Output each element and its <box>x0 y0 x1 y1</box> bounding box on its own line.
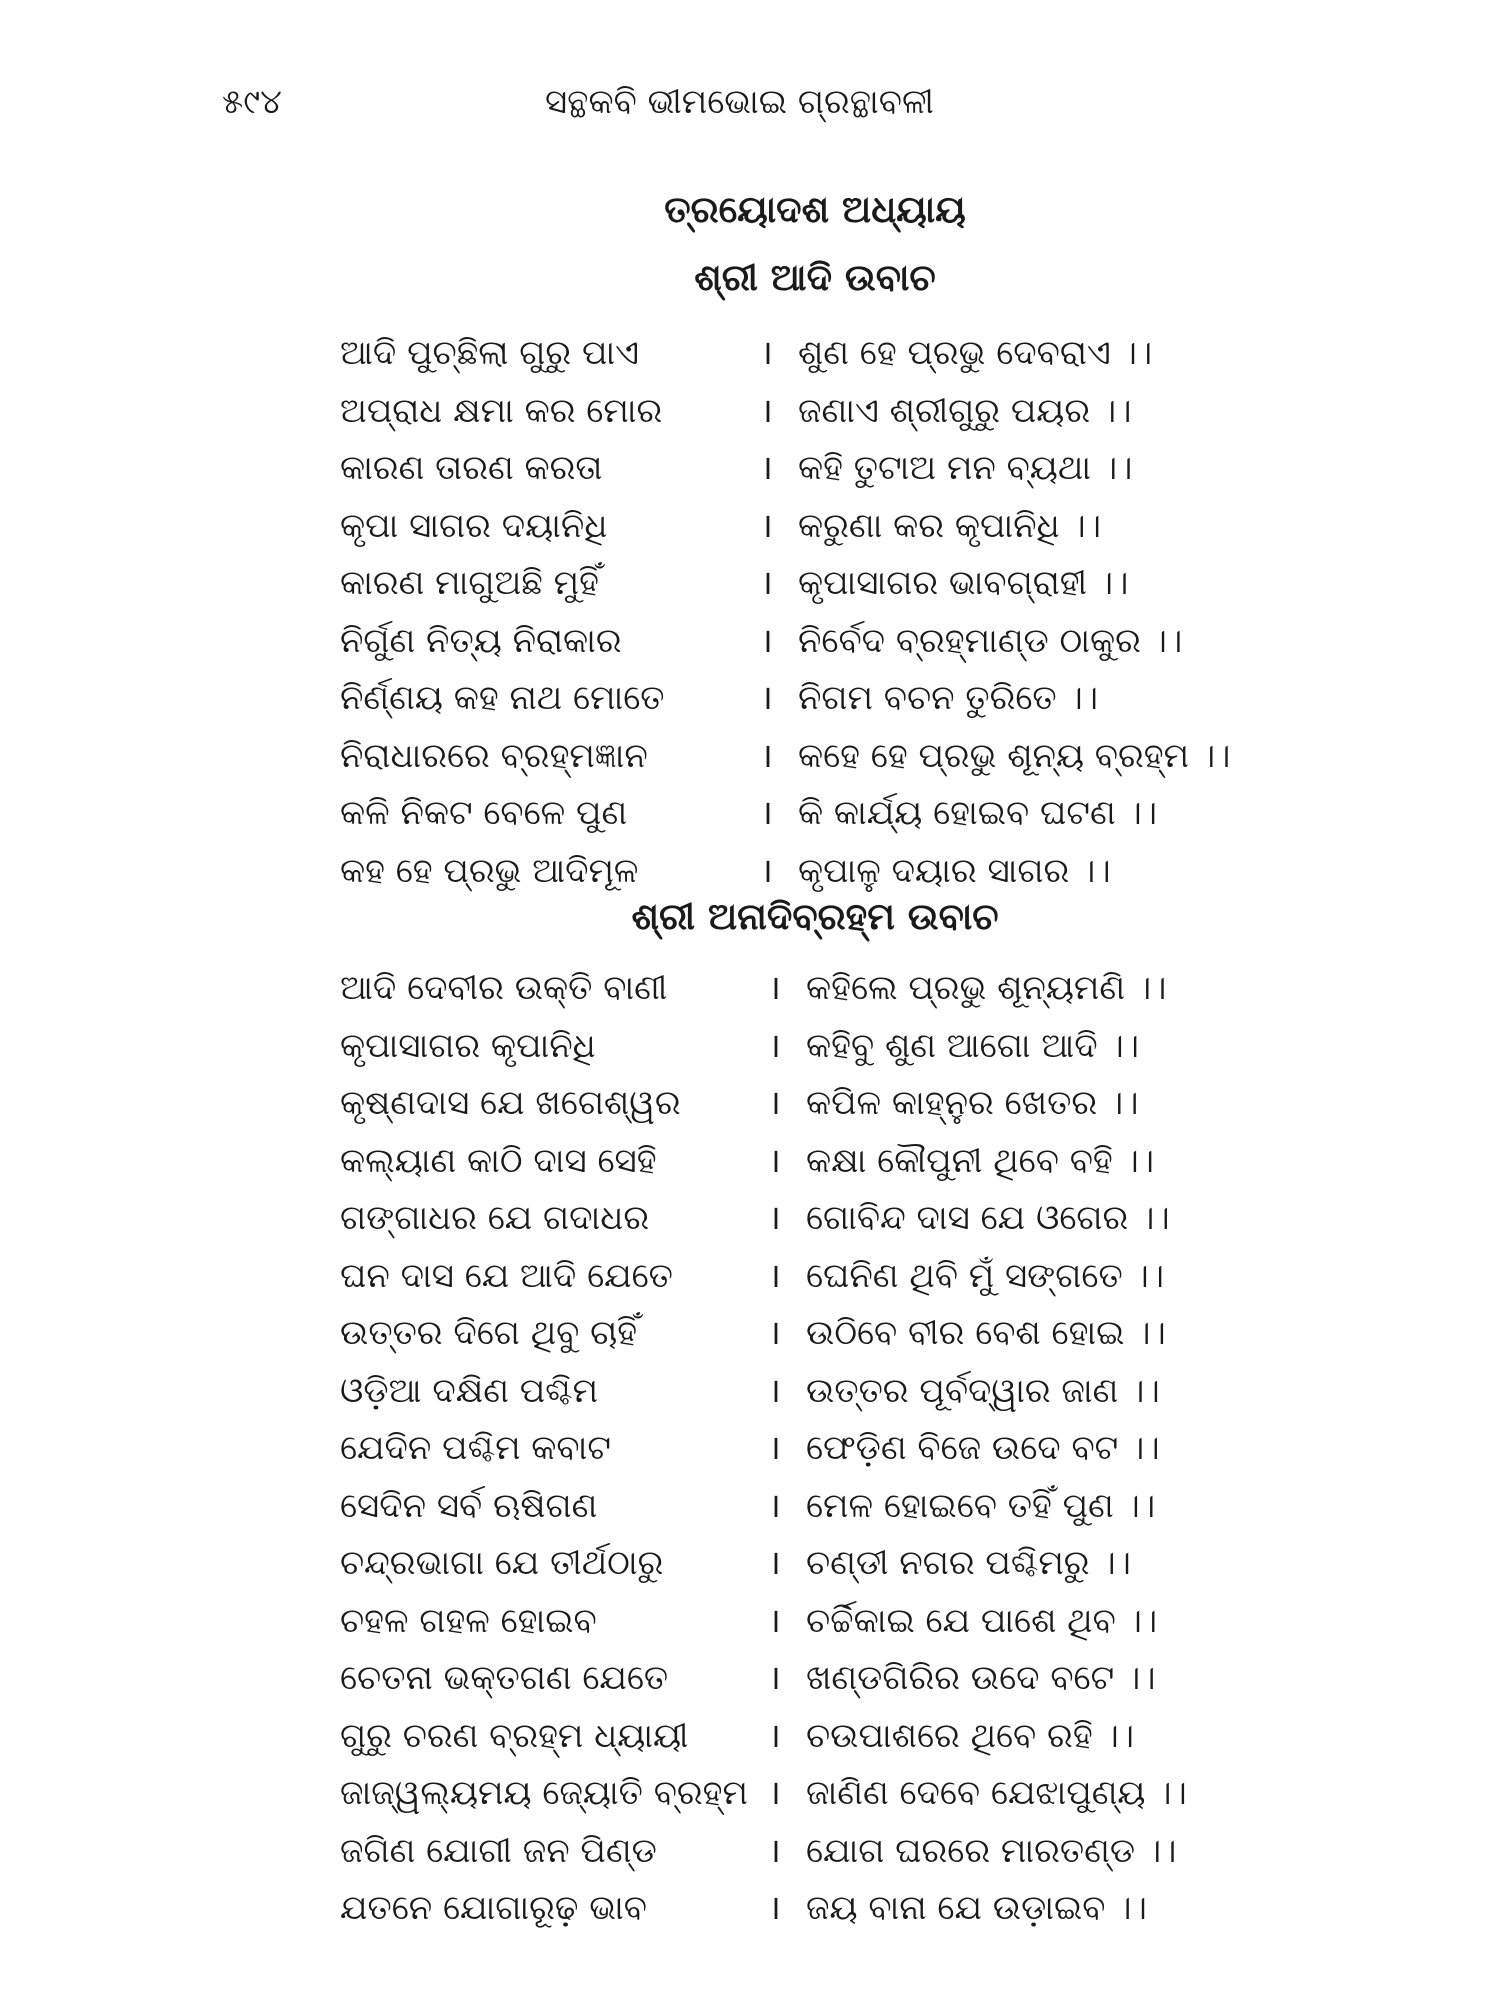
verse-separator: । <box>760 563 773 603</box>
speaker-heading: ଶ୍ରୀ ଆଦି ଉବାଚ <box>694 256 936 299</box>
verse-second-half: କହି ତୁଟାଅ ମନ ବ୍ୟଥା ।। <box>798 448 1133 488</box>
verse-first-half: କୃଷ୍ଣଦାସ ଯେ ଖଗେଶ୍ୱର <box>340 1083 681 1123</box>
verse-first-half: ନିର୍ଗୁଣ ନିତ୍ୟ ନିରାକାର <box>340 620 622 661</box>
verse-first-half: ନିର୍ଣ୍ଣୟ କହ ନାଥ ମୋତେ <box>340 678 665 718</box>
verse-first-half: ଘନ ଦାସ ଯେ ଆଦି ଯେତେ <box>340 1255 673 1296</box>
verse-first-half: ଯେଦିନ ପଶ୍ଚିମ କବାଟ <box>340 1428 611 1468</box>
speaker-heading: ଶ୍ରୀ ଅନାଦିବ୍ରହ୍ମ ଉବାଚ <box>631 895 999 938</box>
verse-separator: । <box>760 735 773 776</box>
verse-separator: । <box>768 1658 781 1698</box>
verse-first-half: ଅପ୍ରାଧ କ୍ଷମା କର ମୋର <box>340 390 663 431</box>
verse-second-half: କରୁଣା କର କୃପାନିଧି ।। <box>798 505 1102 546</box>
verse-first-half: ଜାଜ୍ୱଲ୍ୟମୟ ଜ୍ୟୋତି ବ୍ରହ୍ମ <box>340 1773 748 1813</box>
verse-separator: । <box>768 1083 781 1123</box>
verse-second-half: ନିର୍ବେଦ ବ୍ରହ୍ମାଣ୍ଡ ଠାକୁର ।। <box>798 620 1183 661</box>
verse-first-half: ଆଦି ଦେବୀର ଉକ୍ତି ବାଣୀ <box>340 968 668 1008</box>
verse-first-half: ଉତ୍ତର ଦିଗେ ଥିବୁ ଚାହିଁ <box>340 1313 638 1353</box>
verse-second-half: କି କାର୍ଯ୍ୟ ହୋଇବ ଘଟଣ ।। <box>798 793 1158 833</box>
verse-first-half: ଚହଳ ଗହଳ ହୋଇବ <box>340 1600 597 1641</box>
verse-separator: । <box>768 1600 781 1641</box>
verse-second-half: ଘେନିଣ ଥିବି ମୁଁ ସଙ୍ଗତେ ।। <box>806 1255 1165 1296</box>
verse-first-half: ଗଙ୍ଗାଧର ଯେ ଗଦାଧର <box>340 1198 650 1238</box>
verse-first-half: ଯତନେ ଯୋଗାରୂଢ଼ ଭାବ <box>340 1888 647 1928</box>
verse-second-half: ଶୁଣ ହେ ପ୍ରଭୁ ଦେବରାଏ ।। <box>798 333 1153 373</box>
verse-separator: । <box>768 1485 781 1526</box>
verse-separator: । <box>768 1543 781 1583</box>
verse-second-half: ଉଠିବେ ବୀର ବେଶ ହୋଇ ।। <box>806 1313 1166 1353</box>
verse-first-half: କୃପା ସାଗର ଦୟାନିଧି <box>340 505 608 546</box>
verse-separator: । <box>760 678 773 718</box>
verse-first-half: ଚନ୍ଦ୍ରଭାଗା ଯେ ତୀର୍ଥଠାରୁ <box>340 1543 664 1583</box>
verse-separator: । <box>768 1025 781 1066</box>
verse-second-half: ଜାଣିଣ ଦେବେ ଯେଝାପୁଣ୍ୟ ।। <box>806 1773 1187 1813</box>
verse-first-half: କାରଣ ତାରଣ କରତା <box>340 448 603 488</box>
verse-separator: । <box>768 1370 781 1411</box>
verse-second-half: କହିବୁ ଶୁଣ ଆଗୋ ଆଦି ।। <box>806 1025 1140 1066</box>
verse-first-half: ଆଦି ପୁଚ୍ଛିଲା ଗୁରୁ ପାଏ <box>340 333 640 373</box>
verse-separator: । <box>760 505 773 546</box>
verse-second-half: ଫେଡ଼ିଣ ବିଜେ ଉଦେ ବଟ ।। <box>806 1428 1160 1468</box>
verse-second-half: କପିଳ କାହ୍ନୁର ଖେତର ।। <box>806 1083 1139 1123</box>
verse-first-half: କୃପାସାଗର କୃପାନିଧି <box>340 1025 596 1066</box>
verse-separator: । <box>768 1313 781 1353</box>
verse-separator: । <box>768 1830 781 1871</box>
chapter-title: ତ୍ରୟୋଦଶ ଅଧ୍ୟାୟ <box>664 188 966 231</box>
verse-second-half: କୃପାସାଗର ଭାବଗ୍ରାହୀ ।। <box>798 563 1129 603</box>
verse-separator: । <box>768 1255 781 1296</box>
verse-second-half: ଜଣାଏ ଶ୍ରୀଗୁରୁ ପୟର ।। <box>798 390 1132 431</box>
verse-second-half: ମେଳ ହୋଇବେ ତହିଁ ପୁଣ ।। <box>806 1485 1156 1526</box>
running-title: ସନ୍ଥକବି ଭୀମଭୋଇ ଗ୍ରନ୍ଥାବଳୀ <box>545 82 934 122</box>
verse-separator: । <box>760 620 773 661</box>
verse-second-half: ଚଉପାଶରେ ଥିବେ ରହି ।। <box>806 1715 1135 1756</box>
verse-first-half: କାରଣ ମାଗୁଅଛି ମୁହିଁ <box>340 563 599 603</box>
page-number: ୫୯୪ <box>222 82 282 122</box>
verse-separator: । <box>760 793 773 833</box>
verse-second-half: କହିଲେ ପ୍ରଭୁ ଶୂନ୍ୟମଣି ।। <box>806 968 1167 1008</box>
verse-second-half: କହେ ହେ ପ୍ରଭୁ ଶୂନ୍ୟ ବ୍ରହ୍ମ ।। <box>798 735 1231 776</box>
verse-separator: । <box>768 968 781 1008</box>
verse-first-half: ନିରାଧାରରେ ବ୍ରହ୍ମଜ୍ଞାନ <box>340 735 648 776</box>
verse-separator: । <box>760 850 773 891</box>
verse-second-half: ଗୋବିନ୍ଦ ଦାସ ଯେ ଓଗେର ।। <box>806 1198 1170 1238</box>
verse-separator: । <box>768 1715 781 1756</box>
verse-first-half: ଓଡ଼ିଆ ଦକ୍ଷିଣ ପଶ୍ଚିମ <box>340 1370 599 1411</box>
verse-second-half: ଚଣ୍ଡୀ ନଗର ପଶ୍ଚିମରୁ ।। <box>806 1543 1131 1583</box>
verse-separator: । <box>768 1198 781 1238</box>
verse-first-half: ଗୁରୁ ଚରଣ ବ୍ରହ୍ମ ଧ୍ୟାୟୀ <box>340 1715 689 1756</box>
verse-separator: । <box>760 448 773 488</box>
verse-second-half: ଖଣ୍ଡଗିରିର ଉଦେ ବଟେ ।। <box>806 1658 1156 1698</box>
verse-first-half: କଲ୍ୟାଣ କାଠି ଦାସ ସେହି <box>340 1140 657 1181</box>
verse-second-half: ଜୟ ବାନା ଯେ ଉଡ଼ାଇବ ।। <box>806 1888 1147 1928</box>
verse-second-half: କୃପାଳୁ ଦୟାର ସାଗର ।। <box>798 850 1111 891</box>
verse-separator: । <box>760 333 773 373</box>
verse-first-half: କହ ହେ ପ୍ରଭୁ ଆଦିମୂଳ <box>340 850 639 891</box>
verse-second-half: କକ୍ଷା କୌପୁନୀ ଥିବେ ବହି ।। <box>806 1140 1155 1181</box>
verse-first-half: ଚେତନା ଭକ୍ତଗଣ ଯେତେ <box>340 1658 669 1698</box>
verse-separator: । <box>768 1428 781 1468</box>
verse-second-half: ନିଗମ ବଚନ ତୁରିତେ ।। <box>798 678 1099 718</box>
verse-separator: । <box>768 1888 781 1928</box>
verse-first-half: ଜଗିଣ ଯୋଗୀ ଜନ ପିଣ୍ଡ <box>340 1830 657 1871</box>
verse-separator: । <box>760 390 773 431</box>
verse-second-half: ଯୋଗ ଘରରେ ମାରତଣ୍ଡ ।। <box>806 1830 1177 1871</box>
verse-separator: । <box>768 1140 781 1181</box>
verse-first-half: କଳି ନିକଟ ବେଳେ ପୁଣ <box>340 793 628 833</box>
verse-second-half: ଉତ୍ତର ପୂର୍ବଦ୍ୱାର ଜାଣ ।। <box>806 1370 1160 1411</box>
verse-separator: । <box>768 1773 781 1813</box>
verse-first-half: ସେଦିନ ସର୍ବ ଋଷିଗଣ <box>340 1485 598 1526</box>
verse-second-half: ଚର୍ଚ୍ଚିକାଇ ଯେ ପାଶେ ଥିବ ।। <box>806 1600 1158 1641</box>
